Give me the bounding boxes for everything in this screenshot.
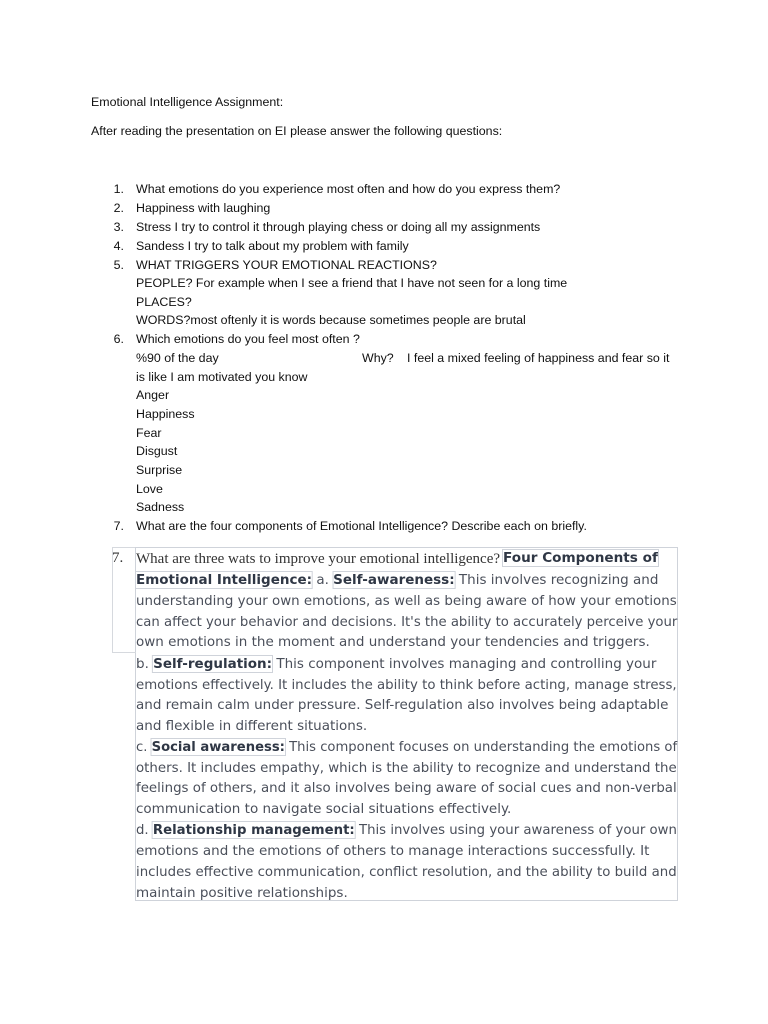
emotion-item: Fear <box>136 426 162 440</box>
answer-line: emotions and the emotions of others to manage interactions successfully. It <box>136 843 650 859</box>
answer-line <box>136 570 677 591</box>
emotion-item: Happiness <box>136 407 195 421</box>
list-item: What emotions do you experience most often and how do you express them? <box>136 182 561 196</box>
answer-line: and remain calm under pressure. Self-regulation also involves being adaptable <box>136 697 669 713</box>
answer-heading-part: Emotional Intelligence: <box>136 572 313 588</box>
document-title: Emotional Intelligence Assignment: <box>91 95 284 109</box>
answer-line: and flexible in different situations. <box>136 718 368 734</box>
component-title: Social awareness: <box>151 739 285 755</box>
list-number: 4. <box>113 239 124 253</box>
component-prefix: d. <box>136 822 149 838</box>
answer-line: own emotions in the moment and understand your tendencies and triggers. <box>136 634 650 650</box>
component-prefix: a. <box>316 572 329 588</box>
component-text: This component focuses on understanding the emotions of <box>289 739 678 755</box>
answer-question: What are three wats to improve your emotional intelligence? <box>136 551 501 567</box>
answer-line: others. It includes empathy, which is the ability to recognize and understand the <box>136 760 677 776</box>
list-number: 6. <box>113 332 124 346</box>
list-number: 5. <box>113 258 124 272</box>
answer-line: maintain positive relationships. <box>136 885 348 901</box>
list-subitem: WORDS?most oftenly it is words because sometimes people are brutal <box>136 313 526 327</box>
component-text: This involves using your awareness of your own <box>358 822 677 838</box>
answer-heading <box>503 548 658 569</box>
list-subitem: Why? <box>362 351 394 365</box>
document-intro: After reading the presentation on EI please answer the following questions: <box>91 124 503 138</box>
answer-heading-part: Four Components of <box>503 550 658 566</box>
answer-line <box>136 654 677 675</box>
component-prefix: b. <box>136 656 149 672</box>
answer-line <box>136 737 678 758</box>
list-number: 2. <box>113 201 124 215</box>
answer-line: includes effective communication, conflict resolution, and the ability to build and <box>136 864 677 880</box>
component-text: This component involves managing and controlling your <box>276 656 657 672</box>
list-number: 3. <box>113 220 124 234</box>
list-number: 7. <box>113 519 124 533</box>
list-number: 1. <box>113 182 124 196</box>
list-item: WHAT TRIGGERS YOUR EMOTIONAL REACTIONS? <box>136 258 437 272</box>
answer-line: can affect your behavior and decisions. It's the ability to accurately perceive your <box>136 614 678 630</box>
list-item: Stress I try to control it through playing chess or doing all my assignments <box>136 220 541 234</box>
component-title: Self-awareness: <box>333 572 455 588</box>
component-text: This involves recognizing and <box>458 572 659 588</box>
list-item: Sandess I try to talk about my problem with family <box>136 239 409 253</box>
answer-line: understanding your own emotions, as well as being aware of how your emotions <box>136 593 677 609</box>
list-item: What are the four components of Emotional Intelligence? Describe each on briefly. <box>136 519 587 533</box>
component-title: Relationship management: <box>152 822 355 838</box>
emotion-item: Love <box>136 482 163 496</box>
emotion-item: Anger <box>136 388 170 402</box>
emotion-item: Sadness <box>136 500 185 514</box>
list-subitem: %90 of the day <box>136 351 219 365</box>
component-title: Self-regulation: <box>153 656 273 672</box>
list-subitem: PEOPLE? For example when I see a friend that I have not seen for a long time <box>136 276 568 290</box>
list-item: Happiness with laughing <box>136 201 271 215</box>
pasted-answer-divider <box>112 652 136 653</box>
list-subitem: I feel a mixed feeling of happiness and fear so it <box>407 351 670 365</box>
answer-line: emotions effectively. It includes the ability to think before acting, manage stress, <box>136 677 677 693</box>
list-item: Which emotions do you feel most often ? <box>136 332 360 346</box>
emotion-item: Surprise <box>136 463 183 477</box>
list-subitem: PLACES? <box>136 295 192 309</box>
answer-line: communication to navigate social situations effectively. <box>136 801 512 817</box>
answer-number: 7. <box>112 550 124 566</box>
component-prefix: c. <box>136 739 148 755</box>
answer-line <box>136 820 677 841</box>
emotion-item: Disgust <box>136 444 178 458</box>
answer-line: feelings of others, and it also involves being aware of social cues and non-verbal <box>136 780 677 796</box>
list-subitem: is like I am motivated you know <box>136 370 308 384</box>
